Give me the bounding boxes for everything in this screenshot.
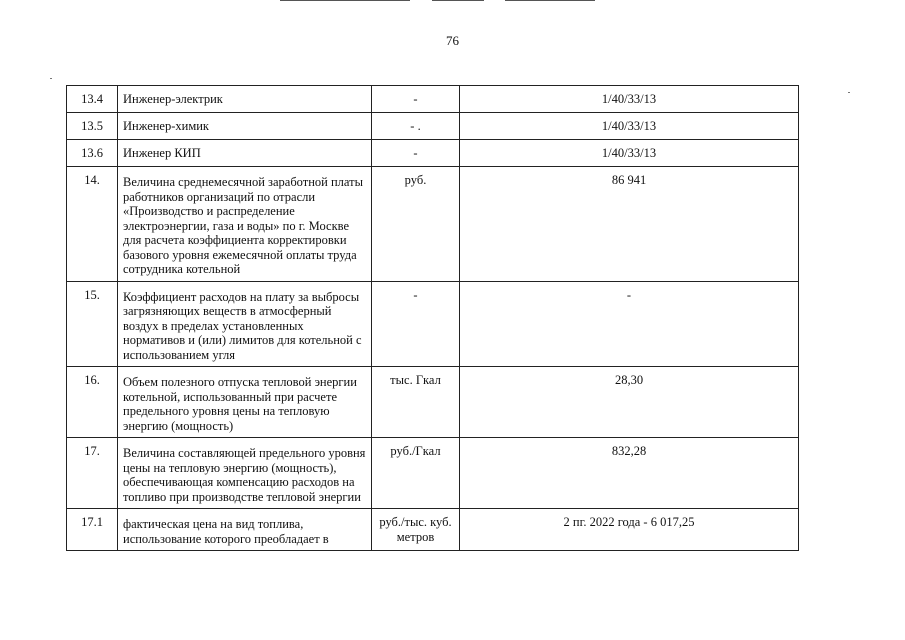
tariff-table	[66, 85, 799, 551]
row-unit: руб./Гкал	[372, 438, 460, 509]
scan-edge-line	[505, 0, 595, 1]
scan-edge-line	[280, 0, 410, 1]
row-unit: -	[372, 140, 460, 167]
row-number: 17.	[67, 438, 118, 509]
row-value: 832,28	[460, 438, 799, 509]
table-row	[67, 167, 799, 282]
row-number: 16.	[67, 367, 118, 438]
row-unit: руб./тыс. куб. метров	[372, 509, 460, 551]
table-row	[67, 140, 799, 167]
row-value: 1/40/33/13	[460, 140, 799, 167]
table-row	[67, 86, 799, 113]
row-value: 1/40/33/13	[460, 113, 799, 140]
table-row	[67, 367, 799, 438]
row-value: 86 941	[460, 167, 799, 282]
table-row	[67, 281, 799, 367]
table-row	[67, 438, 799, 509]
row-value: -	[460, 281, 799, 367]
row-number: 13.6	[67, 140, 118, 167]
row-description: Инженер-химик	[118, 113, 372, 140]
scan-edge-line	[432, 0, 484, 1]
row-value: 28,30	[460, 367, 799, 438]
row-number: 17.1	[67, 509, 118, 551]
page-number: 76	[446, 33, 459, 48]
row-number: 15.	[67, 281, 118, 367]
row-description: Коэффициент расходов на плату за выбросы загрязняющих веществ в атмосферный воздух в пределах установленных нормативов и (или) лимитов для котельной с использованием угля	[118, 281, 372, 367]
row-description: фактическая цена на вид топлива, использование которого преобладает в	[118, 509, 372, 551]
row-value: 2 пг. 2022 года - 6 017,25	[460, 509, 799, 551]
row-description: Объем полезного отпуска тепловой энергии котельной, использованный при расчете предельного уровня цены на тепловую энергию (мощность)	[118, 367, 372, 438]
table-row	[67, 509, 799, 551]
row-number: 14.	[67, 167, 118, 282]
row-number: 13.4	[67, 86, 118, 113]
row-description: Инженер-электрик	[118, 86, 372, 113]
row-description: Инженер КИП	[118, 140, 372, 167]
row-unit: -	[372, 281, 460, 367]
row-unit: тыс. Гкал	[372, 367, 460, 438]
scan-speck	[848, 92, 850, 93]
row-number: 13.5	[67, 113, 118, 140]
table-row	[67, 113, 799, 140]
row-unit: руб.	[372, 167, 460, 282]
row-unit: -	[372, 86, 460, 113]
row-description: Величина среднемесячной заработной платы работников организаций по отрасли «Производство и распределение электроэнергии, газа и воды» по г. Москве для расчета коэффициента корректировки базового уровня ежемесячной оплаты труда сотрудника котельной	[118, 167, 372, 282]
row-description: Величина составляющей предельного уровня цены на тепловую энергию (мощность), обеспечивающая компенсацию расходов на топливо при производстве тепловой энергии	[118, 438, 372, 509]
scan-speck	[50, 78, 52, 79]
row-value: 1/40/33/13	[460, 86, 799, 113]
row-unit: - .	[372, 113, 460, 140]
